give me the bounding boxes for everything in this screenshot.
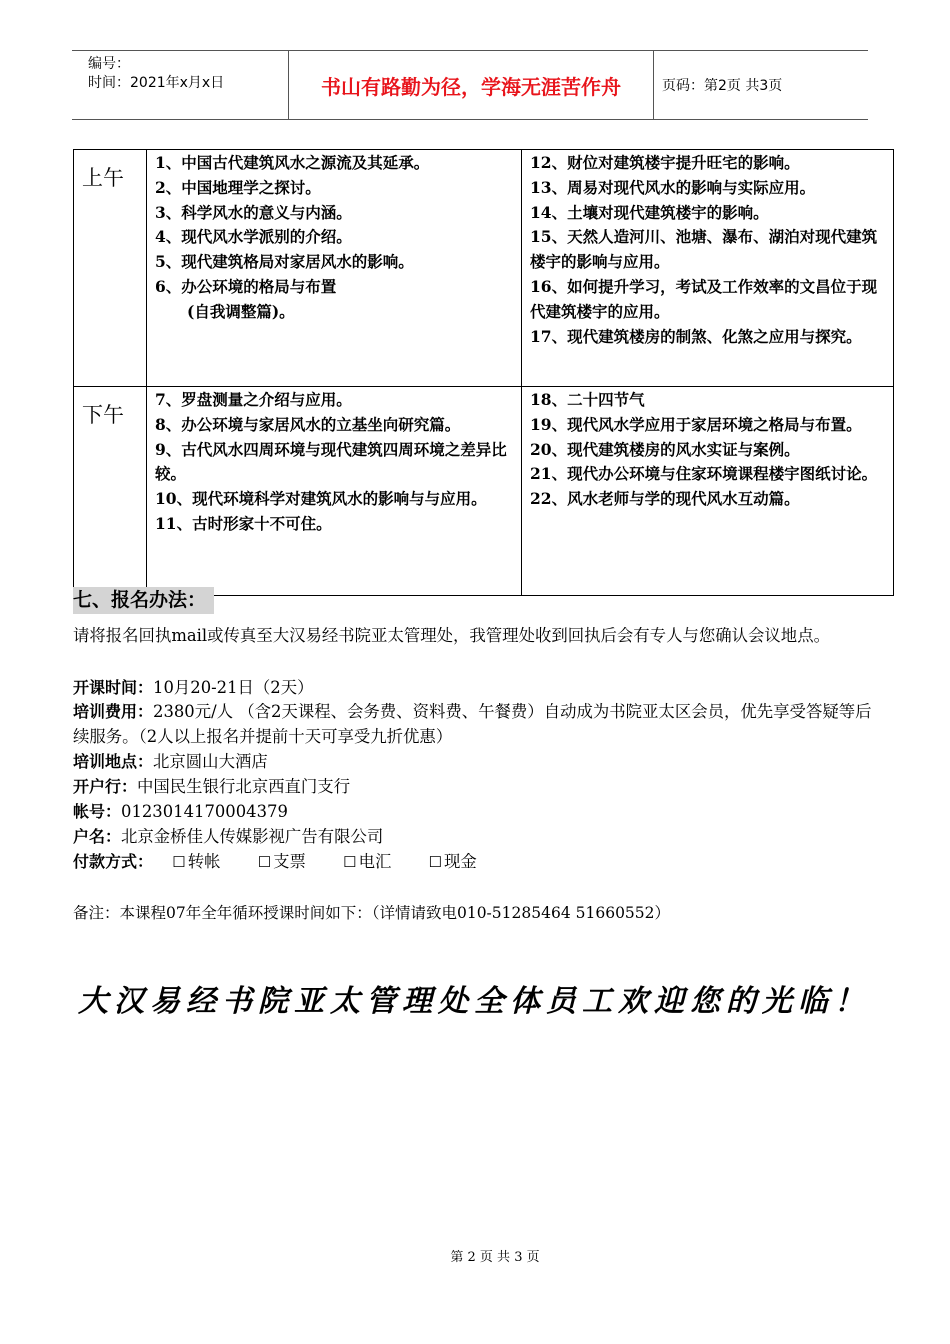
schedule-table bbox=[73, 149, 894, 596]
list-item: 11、古时形家十不可住。 bbox=[155, 513, 332, 533]
table-row-afternoon bbox=[74, 387, 894, 596]
morning-left-cell bbox=[147, 150, 522, 387]
list-item: 21、现代办公环境与住家环境课程楼宇图纸讨论。 bbox=[530, 464, 878, 484]
list-item: 7、罗盘测量之介绍与应用。 bbox=[155, 390, 352, 409]
fee-value: 2380元/人 （含2天课程、会务费、资料费、午餐费）自动成为书院亚太区会员，优先享受答疑等后续服务。（2人以上报名并提前十天可享受九折优惠） bbox=[73, 702, 872, 746]
list-item: 20、现代建筑楼房的风水实证与案例。 bbox=[530, 439, 800, 459]
checkbox-icon: ☐ bbox=[257, 853, 272, 871]
list-item: 4、现代风水学派别的介绍。 bbox=[155, 227, 352, 247]
fee-label: 培训费用： bbox=[73, 702, 154, 721]
payment-row bbox=[73, 850, 883, 875]
list-item: 8、办公环境与家居风水的立基坐向研究篇。 bbox=[155, 414, 461, 434]
checkbox-icon: ☐ bbox=[428, 853, 443, 871]
class-time-label: 开课时间： bbox=[73, 678, 154, 697]
list-item: 9、古代风水四周环境与现代建筑四周环境之差异比较。 bbox=[155, 439, 507, 484]
list-item: 14、土壤对现代建筑楼宇的影响。 bbox=[530, 202, 769, 222]
afternoon-left-cell bbox=[147, 387, 522, 596]
account-name-label: 户名： bbox=[73, 827, 122, 846]
period-label-morning: 上午 bbox=[74, 150, 147, 387]
fee-row bbox=[73, 700, 883, 749]
payment-option-wire[interactable]: ☐ 电汇 bbox=[343, 852, 392, 871]
location-value: 北京圆山大酒店 bbox=[153, 752, 268, 771]
list-item: 22、风水老师与学的现代风水互动篇。 bbox=[530, 489, 800, 509]
header-page-info: 页码：第2页 共3页 bbox=[662, 78, 783, 94]
registration-intro: 请将报名回执mail或传真至大汉易经书院亚太管理处，我管理处收到回执后会有专人与您确认会议地点。 bbox=[73, 626, 830, 645]
payment-label: 付款方式： bbox=[73, 852, 154, 871]
list-item: 13、周易对现代风水的影响与实际应用。 bbox=[530, 177, 816, 197]
list-item: 5、现代建筑格局对家居风水的影响。 bbox=[155, 252, 414, 272]
class-time-row bbox=[73, 676, 883, 701]
header-motto: 书山有路勤为径，学海无涯苦作舟 bbox=[288, 51, 654, 119]
payment-option-transfer[interactable]: ☐ 转帐 bbox=[172, 852, 221, 871]
afternoon-right-cell bbox=[522, 387, 894, 596]
list-item: 15、天然人造河川、池塘、瀑布、湖泊对现代建筑楼宇的影响与应用。 bbox=[530, 227, 878, 272]
checkbox-icon: ☐ bbox=[172, 853, 186, 871]
period-label-afternoon: 下午 bbox=[74, 387, 147, 596]
bank-value: 中国民生银行北京西直门支行 bbox=[137, 777, 351, 796]
header-number-label: 编号： bbox=[88, 56, 130, 72]
list-item: 16、如何提升学习，考试及工作效率的文昌位于现代建筑楼宇的应用。 bbox=[530, 276, 878, 321]
section-title-registration: 七、报名办法： bbox=[73, 587, 214, 614]
list-item: 12、财位对建筑楼宇提升旺宅的影响。 bbox=[530, 153, 800, 172]
header-meta bbox=[88, 55, 298, 93]
list-item: 19、现代风水学应用于家居环境之格局与布置。 bbox=[530, 414, 862, 434]
table-row-morning bbox=[74, 150, 894, 387]
class-time-value: 10月20-21日（2天） bbox=[153, 678, 314, 697]
page-footer: 第 2 页 共 3 页 bbox=[450, 1250, 540, 1265]
page-header bbox=[72, 50, 868, 120]
account-name-row bbox=[73, 825, 883, 850]
location-label: 培训地点： bbox=[73, 752, 154, 771]
payment-option-check[interactable]: ☐ 支票 bbox=[257, 852, 306, 871]
list-item: 2、中国地理学之探讨。 bbox=[155, 177, 321, 197]
bank-label: 开户行： bbox=[73, 777, 138, 796]
account-value: 0123014170004379 bbox=[121, 802, 288, 821]
checkbox-icon: ☐ bbox=[343, 853, 357, 871]
list-item: 10、现代环境科学对建筑风水的影响与与应用。 bbox=[155, 489, 487, 509]
list-item: 1、中国古代建筑风水之源流及其延承。 bbox=[155, 153, 430, 172]
account-label: 帐号： bbox=[73, 802, 122, 821]
list-item: 17、现代建筑楼房的制煞、化煞之应用与探究。 bbox=[530, 326, 862, 346]
morning-right-cell bbox=[522, 150, 894, 387]
welcome-message: 大汉易经书院亚太管理处全体员工欢迎您的光临！ bbox=[78, 984, 870, 1019]
account-row bbox=[73, 800, 883, 825]
header-time-label: 时间：2021年x月x日 bbox=[88, 75, 225, 91]
remark-note: 备注：本课程07年全年循环授课时间如下：（详情请致电010-51285464 51660552） bbox=[73, 904, 671, 922]
list-item: 18、二十四节气 bbox=[530, 390, 645, 409]
list-item: (自我调整篇)。 bbox=[187, 301, 295, 321]
list-item: 6、办公环境的格局与布置 bbox=[155, 276, 337, 296]
account-name-value: 北京金桥佳人传媒影视广告有限公司 bbox=[121, 827, 384, 846]
bank-row bbox=[73, 775, 883, 800]
list-item: 3、科学风水的意义与内涵。 bbox=[155, 202, 352, 222]
location-row bbox=[73, 750, 883, 775]
payment-option-cash[interactable]: ☐ 现金 bbox=[428, 852, 477, 871]
